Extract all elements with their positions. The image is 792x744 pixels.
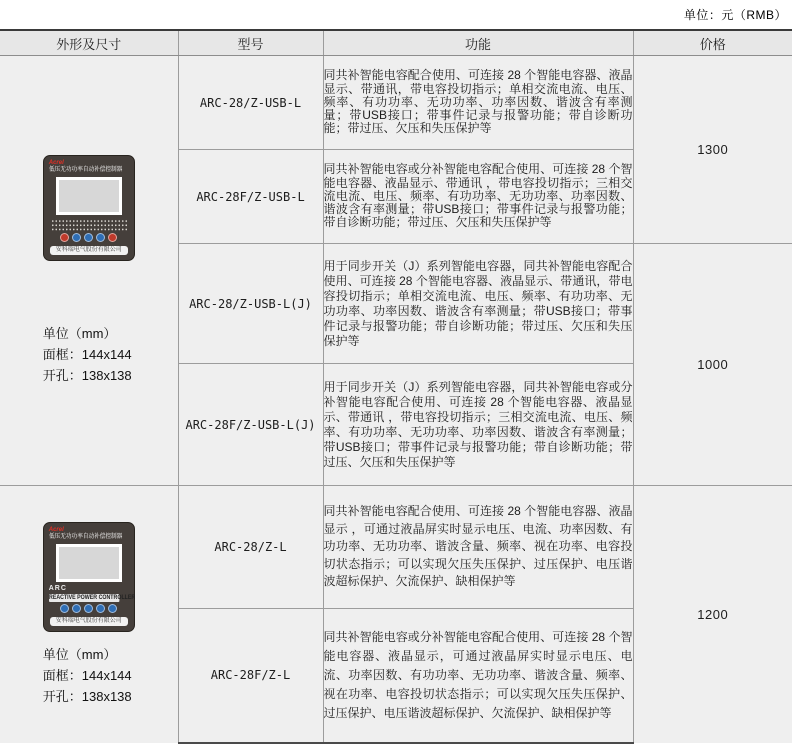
product-price-table — [0, 29, 792, 744]
model-cell: ARC-28/Z-L — [178, 486, 323, 609]
price-cell: 1200 — [633, 486, 792, 743]
device-lcd-screen — [56, 177, 122, 215]
device-image-arc28-usb — [43, 155, 135, 261]
model-cell: ARC-28/Z-USB-L(J) — [178, 244, 323, 364]
device-button-icon — [72, 233, 81, 242]
device-buttons — [49, 233, 129, 243]
function-cell: 同共补智能电容或分补智能电容配合使用、可连接 28 个智能电容器、液晶显示、带通讯 ，带电容投切指示；三相交流电流、电压、频率、有功功率、无功功率、功率因数、谐波含有率测量；带USB接口；带事件记录与报警功能；带自诊断功能；带过压、欠压和失压保护等 — [323, 150, 633, 244]
device-indicator-leds — [50, 218, 128, 231]
function-cell: 用于同步开关（J）系列智能电容器，同共补智能电容或分补智能电容配合使用、可连接 28 个智能电容器、液晶显示、带通讯 ，带电容投切指示；三相交流电流、电压、频率、有功功率、无功功率、功率因数、谐波含有率测量；带USB接口；带事件记录与报警功能；带自诊断功能；带过压、欠压和失压保护等 — [323, 364, 633, 486]
model-cell: ARC-28F/Z-L — [178, 609, 323, 743]
price-cell: 1000 — [633, 244, 792, 486]
table-header-row — [0, 30, 792, 56]
function-cell: 用于同步开关（J）系列智能电容器，同共补智能电容配合使用、可连接 28 个智能电容器、液晶显示、带通讯，带电容投切指示；单相交流电流、电压、频率、有功功率、无功功率、功率因数、谐波含有率测量；带USB接口；带事件记录与报警功能；带自诊断功能；带过压、欠压和失压保护等 — [323, 244, 633, 364]
header-model: 型号 — [178, 30, 323, 56]
dimension-frame: 面框：144x144 — [42, 667, 132, 683]
device-series-text: ARC — [48, 584, 67, 592]
model-cell: ARC-28F/Z-USB-L — [178, 150, 323, 244]
model-cell: ARC-28/Z-USB-L — [178, 56, 323, 150]
header-function: 功能 — [323, 30, 633, 56]
device-subtitle-text: REACTIVE POWER CONTROLLER — [48, 594, 136, 601]
device-image-arc28-z — [43, 522, 135, 632]
appearance-cell-usb-series — [0, 56, 178, 486]
header-price: 价格 — [633, 30, 792, 56]
dimension-unit: 单位（mm） — [42, 326, 117, 341]
acrel-logo: Acrel — [48, 526, 64, 533]
device-title-text: 低压无功功率自动补偿控制器 — [48, 533, 123, 540]
device-buttons — [49, 604, 129, 614]
device-company-label: 安科瑞电气股份有限公司 — [50, 246, 128, 255]
device-button-icon — [96, 233, 105, 242]
device-button-icon — [72, 604, 81, 613]
dimension-frame: 面框：144x144 — [42, 347, 132, 362]
device-button-icon — [108, 604, 117, 613]
table-row — [0, 56, 792, 150]
price-cell: 1300 — [633, 56, 792, 244]
device-button-icon — [84, 604, 93, 613]
acrel-logo: Acrel — [48, 160, 64, 166]
device-button-icon — [108, 233, 117, 242]
device-title-text: 低压无功功率自动补偿控制器 — [48, 167, 123, 173]
device-button-icon — [84, 233, 93, 242]
model-cell: ARC-28F/Z-USB-L(J) — [178, 364, 323, 486]
dimension-info — [43, 644, 135, 707]
function-cell: 同共补智能电容配合使用、可连接 28 个智能电容器、液晶显示、带通讯，带电容投切指示；单相交流电流、电压、频率、有功功率、无功功率、功率因数、谐波含有率测量；带USB接口；带事件记录与报警功能；带自诊断功能；带过压、欠压和失压保护等 — [323, 56, 633, 150]
dimension-hole: 开孔：138x138 — [42, 368, 132, 383]
device-company-label: 安科瑞电气股份有限公司 — [50, 617, 128, 626]
header-appearance: 外形及尺寸 — [0, 30, 178, 56]
device-button-icon — [96, 604, 105, 613]
device-button-icon — [60, 233, 69, 242]
table-row — [0, 486, 792, 609]
unit-note: 单位：元（RMB） — [683, 8, 787, 22]
device-button-icon — [60, 604, 69, 613]
dimension-unit: 单位（mm） — [42, 646, 117, 662]
appearance-cell-z-series — [0, 486, 178, 743]
dimension-info — [43, 323, 135, 386]
function-cell: 同共补智能电容配合使用、可连接 28 个智能电容器、液晶显示 ，可通过液晶屏实时显示电压、电流、功率因数、有功功率、无功功率、谐波含量、频率、视在功率、电容投切状态指示；可以实现欠压失压保护、过压保护、电压谐波超标保护、欠流保护、缺相保护等 — [323, 486, 633, 609]
dimension-hole: 开孔：138x138 — [42, 688, 132, 704]
device-lcd-screen — [56, 544, 122, 582]
function-cell: 同共补智能电容或分补智能电容配合使用、可连接 28 个智能电容器、液晶显示，可通过液晶屏实时显示电压、电流、功率因数、有功功率、无功功率、谐波含量、频率、视在功率、电容投切状态指示；可以实现欠压失压保护、过压保护、电压谐波超标保护、欠流保护、缺相保护等 — [323, 609, 633, 743]
